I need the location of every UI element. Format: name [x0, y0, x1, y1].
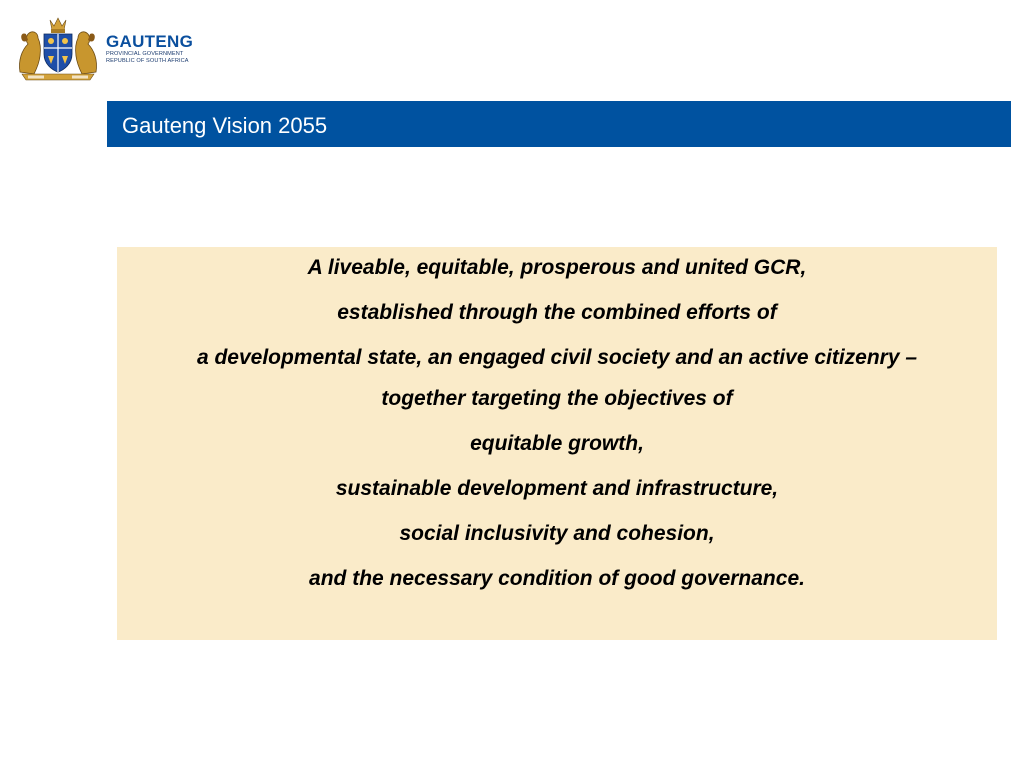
title-bar	[107, 101, 1011, 147]
vision-line: established through the combined efforts of	[337, 301, 777, 324]
gauteng-logo	[14, 14, 198, 84]
logo-subtitle-line2: REPUBLIC OF SOUTH AFRICA	[106, 58, 189, 64]
vision-line: a developmental state, an engaged civil society and an active citizenry –	[196, 346, 918, 369]
vision-line: together targeting the objectives of	[381, 387, 733, 410]
logo-subtitle-line1: PROVINCIAL GOVERNMENT	[106, 51, 184, 57]
vision-statement-box	[117, 247, 997, 640]
vision-line: A liveable, equitable, prosperous and united GCR,	[307, 256, 807, 279]
coat-of-arms-icon	[14, 16, 102, 82]
logo-text	[106, 33, 193, 65]
vision-line: and the necessary condition of good governance.	[309, 567, 805, 590]
slide-title: Gauteng Vision 2055	[122, 112, 328, 138]
logo-name: GAUTENG	[106, 32, 194, 51]
vision-line: social inclusivity and cohesion,	[399, 522, 715, 545]
vision-line: equitable growth,	[470, 432, 644, 455]
vision-line: sustainable development and infrastructure,	[335, 477, 779, 500]
